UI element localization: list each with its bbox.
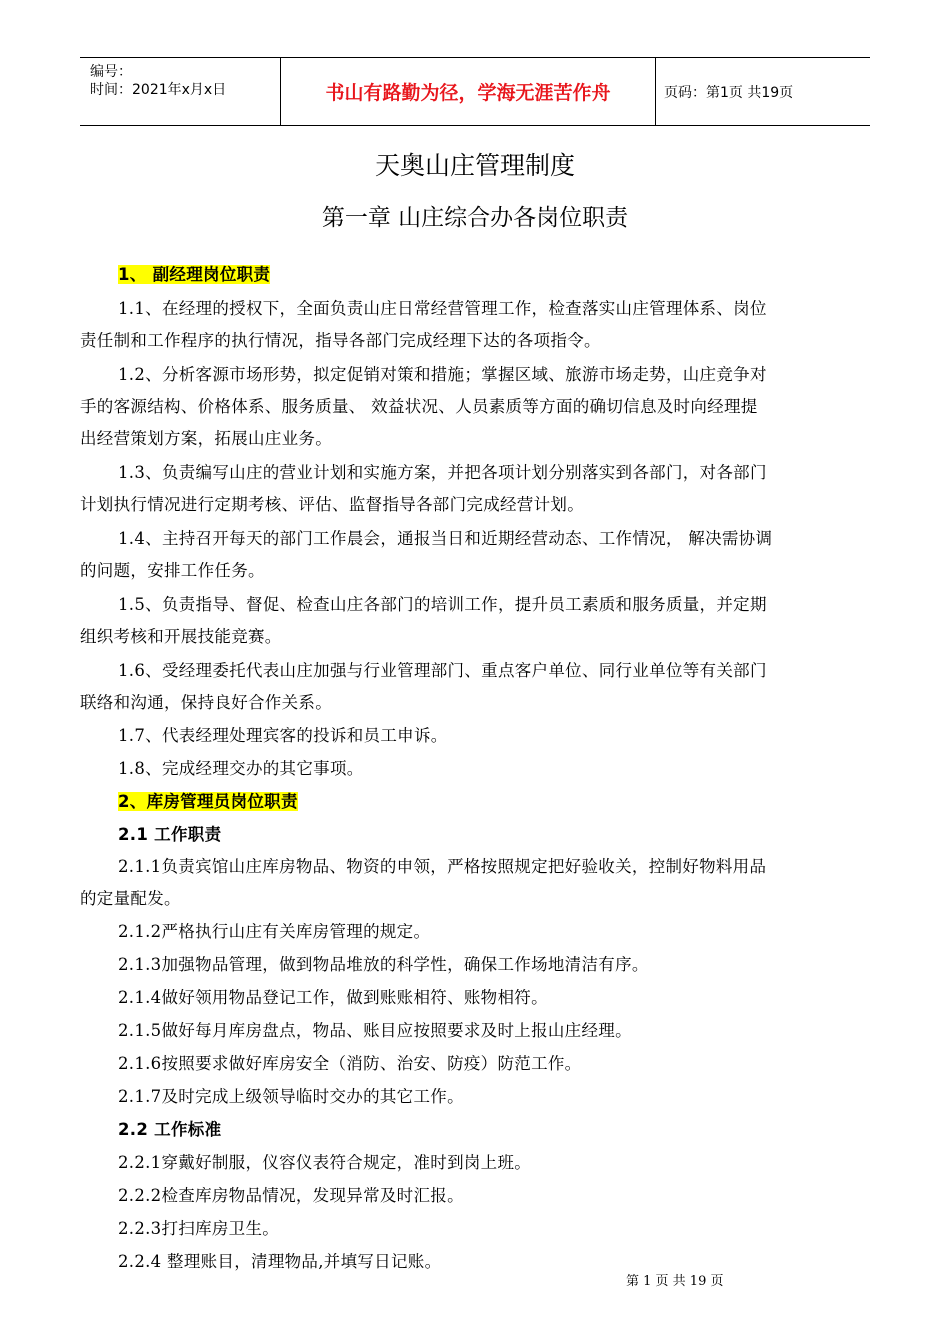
para-1-8: 1.8、完成经理交办的其它事项。 bbox=[118, 759, 364, 778]
item-2-1-4: 2.1.4做好领用物品登记工作，做到账账相符、账物相符。 bbox=[118, 988, 548, 1007]
para-1-2-line-2: 手的客源结构、价格体系、服务质量、 效益状况、人员素质等方面的确切信息及时向经理提 bbox=[80, 397, 758, 416]
subsection-2-1-heading: 2.1 工作职责 bbox=[118, 825, 222, 844]
header-page-label: 页码：第1页 共19页 bbox=[664, 84, 794, 101]
item-2-2-1: 2.2.1穿戴好制服，仪容仪表符合规定，准时到岗上班。 bbox=[118, 1153, 532, 1172]
para-1-4-line-2: 的问题，安排工作任务。 bbox=[80, 561, 265, 580]
item-2-2-3: 2.2.3打扫库房卫生。 bbox=[118, 1219, 280, 1238]
para-1-2-line-3: 出经营策划方案，拓展山庄业务。 bbox=[80, 429, 332, 448]
para-1-6-line-2: 联络和沟通，保持良好合作关系。 bbox=[80, 693, 332, 712]
item-2-1-1-line-1: 2.1.1负责宾馆山庄库房物品、物资的申领，严格按照规定把好验收关，控制好物料用品 bbox=[118, 857, 767, 876]
page-footer: 第 1 页 共 19 页 bbox=[626, 1274, 724, 1289]
para-1-3-line-2: 计划执行情况进行定期考核、评估、监督指导各部门完成经营计划。 bbox=[80, 495, 584, 514]
item-2-1-6: 2.1.6按照要求做好库房安全（消防、治安、防疫）防范工作。 bbox=[118, 1054, 582, 1073]
para-1-1-line-2: 责任制和工作程序的执行情况，指导各部门完成经理下达的各项指令。 bbox=[80, 331, 601, 350]
item-2-1-7: 2.1.7及时完成上级领导临时交办的其它工作。 bbox=[118, 1087, 464, 1106]
item-2-2-2: 2.2.2检查库房物品情况，发现异常及时汇报。 bbox=[118, 1186, 464, 1205]
item-2-1-3: 2.1.3加强物品管理，做到物品堆放的科学性，确保工作场地清洁有序。 bbox=[118, 955, 649, 974]
para-1-1-line-1: 1.1、在经理的授权下，全面负责山庄日常经营管理工作，检查落实山庄管理体系、岗位 bbox=[118, 299, 767, 318]
item-2-1-5: 2.1.5做好每月库房盘点，物品、账目应按照要求及时上报山庄经理。 bbox=[118, 1021, 632, 1040]
para-1-3-line-1: 1.3、负责编写山庄的营业计划和实施方案，并把各项计划分别落实到各部门，对各部门 bbox=[118, 463, 767, 482]
section-1-heading: 1、 副经理岗位职责 bbox=[118, 265, 271, 284]
para-1-7: 1.7、代表经理处理宾客的投诉和员工申诉。 bbox=[118, 726, 448, 745]
para-1-2-line-1: 1.2、分析客源市场形势，拟定促销对策和措施；掌握区域、旅游市场走势，山庄竞争对 bbox=[118, 365, 767, 384]
time-label: 时间：2021年x月x日 bbox=[90, 82, 227, 98]
page-header bbox=[80, 57, 870, 126]
chapter-title: 第一章 山庄综合办各岗位职责 bbox=[321, 205, 629, 231]
item-2-1-2: 2.1.2严格执行山庄有关库房管理的规定。 bbox=[118, 922, 431, 941]
header-info bbox=[80, 58, 280, 125]
header-motto: 书山有路勤为径，学海无涯苦作舟 bbox=[280, 58, 656, 125]
number-label: 编号： bbox=[90, 64, 132, 80]
para-1-5-line-2: 组织考核和开展技能竞赛。 bbox=[80, 627, 282, 646]
item-2-2-4: 2.2.4 整理账目，清理物品,并填写日记账。 bbox=[118, 1252, 442, 1271]
document-title: 天奥山庄管理制度 bbox=[374, 151, 575, 180]
subsection-2-2-heading: 2.2 工作标准 bbox=[118, 1120, 222, 1139]
para-1-6-line-1: 1.6、受经理委托代表山庄加强与行业管理部门、重点客户单位、同行业单位等有关部门 bbox=[118, 661, 767, 680]
section-2-heading: 2、库房管理员岗位职责 bbox=[118, 792, 298, 811]
para-1-5-line-1: 1.5、负责指导、督促、检查山庄各部门的培训工作，提升员工素质和服务质量，并定期 bbox=[118, 595, 767, 614]
para-1-4-line-1: 1.4、主持召开每天的部门工作晨会，通报当日和近期经营动态、工作情况， 解决需协调 bbox=[118, 529, 773, 548]
item-2-1-1-line-2: 的定量配发。 bbox=[80, 889, 181, 908]
